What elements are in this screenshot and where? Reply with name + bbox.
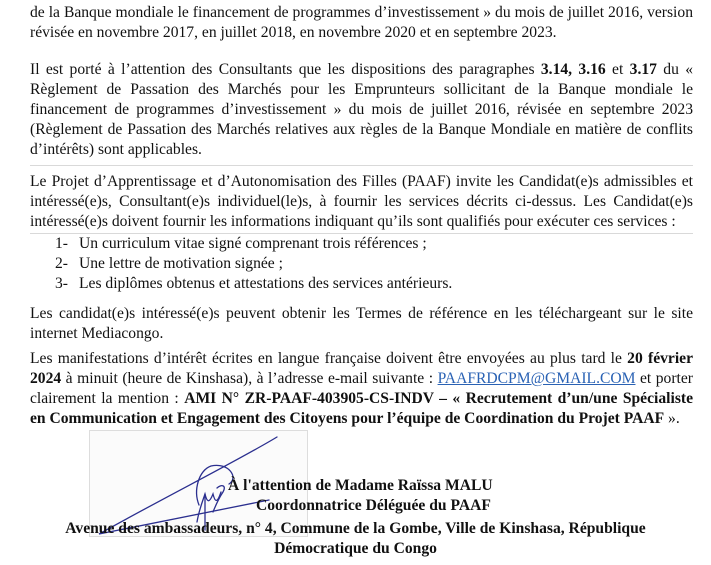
address-line-1: Avenue des ambassadeurs, n° 4, Commune de la Gombe, Ville de Kinshasa, République [65, 520, 646, 537]
list-text: Un curriculum vitae signé comprenant trois références ; [79, 235, 427, 252]
reference-mention: AMI N° ZR-PAAF-403905-CS-INDV – « Recrutement d’un/une Spécialiste en Communication et Engagement des Citoyens pour l’équipe de Coordination du Projet PAAF [30, 390, 694, 427]
address-line-2: Démocratique du Congo [274, 540, 437, 557]
coordinator-role: Coordonnatrice Déléguée du PAAF [256, 497, 491, 514]
list-item [55, 234, 675, 254]
paragraph-number-bold: 3.17 [629, 61, 657, 78]
paragraph-terms-of-reference: Les candidat(e)s intéressé(e)s peuvent obtenir les Termes de référence en les téléchargeant sur le site internet Mediacongo. [30, 305, 693, 342]
paragraph-regulation-versions: de la Banque mondiale le financement de programmes d’investissement » du mois de juillet 2016, version révisée en novembre 2017, en juillet 2018, en novembre 2020 et en septembre 2023. [30, 4, 693, 41]
list-item [55, 254, 675, 274]
divider [30, 165, 693, 166]
text: et [605, 61, 630, 78]
paragraph-submission-instructions [30, 349, 693, 429]
list-number: 3- [55, 275, 68, 292]
attention-line: À l'attention de Madame Raïssa MALU [228, 477, 493, 494]
paragraph-applicable-provisions [30, 60, 693, 160]
text: et porter clairement la mention : [30, 370, 693, 407]
text: ». [664, 410, 680, 427]
list-text: Les diplômes obtenus et attestations des services antérieurs. [79, 275, 453, 292]
paragraph-invitation: Le Projet d’Apprentissage et d’Autonomisation des Filles (PAAF) invite les Candidat(e)s admissibles et intéressé(e)s, Consultant(e)s individuel(le)s, à fournir les services décrits ci-dessus. Les Candidat(e)s intéressé(e)s doivent fournir les informations indiquant qu’ils sont qualifiés pour exécuter ces services : [30, 173, 693, 230]
list-number: 1- [55, 235, 68, 252]
paragraph-numbers-bold: 3.14, 3.16 [540, 61, 606, 78]
text: Les manifestations d’intérêt écrites en langue française doivent être envoyées au plus tard le [30, 350, 628, 367]
text: Il est porté à l’attention des Consultants que les dispositions des paragraphes [30, 61, 541, 78]
text: du « Règlement de Passation des Marchés pour les Emprunteurs sollicitant de la Banque mondiale le financement de programmes d’investissement » du mois de juillet 2016, révisée en septembre 2023 (Règlement de Passation des Marchés relatives aux règles de la Banque Mondiale en matière de conflits d’intérêts) sont applicables. [30, 61, 694, 158]
list-number: 2- [55, 255, 68, 272]
deadline-date: 20 février 2024 [30, 350, 694, 387]
text: à minuit (heure de Kinshasa), à l’adresse e-mail suivante : [61, 370, 438, 387]
requirements-list [55, 234, 675, 294]
list-text: Une lettre de motivation signée ; [79, 255, 283, 272]
list-item [55, 274, 675, 294]
email-link[interactable]: PAAFRDCPM@GMAIL.COM [437, 370, 636, 387]
